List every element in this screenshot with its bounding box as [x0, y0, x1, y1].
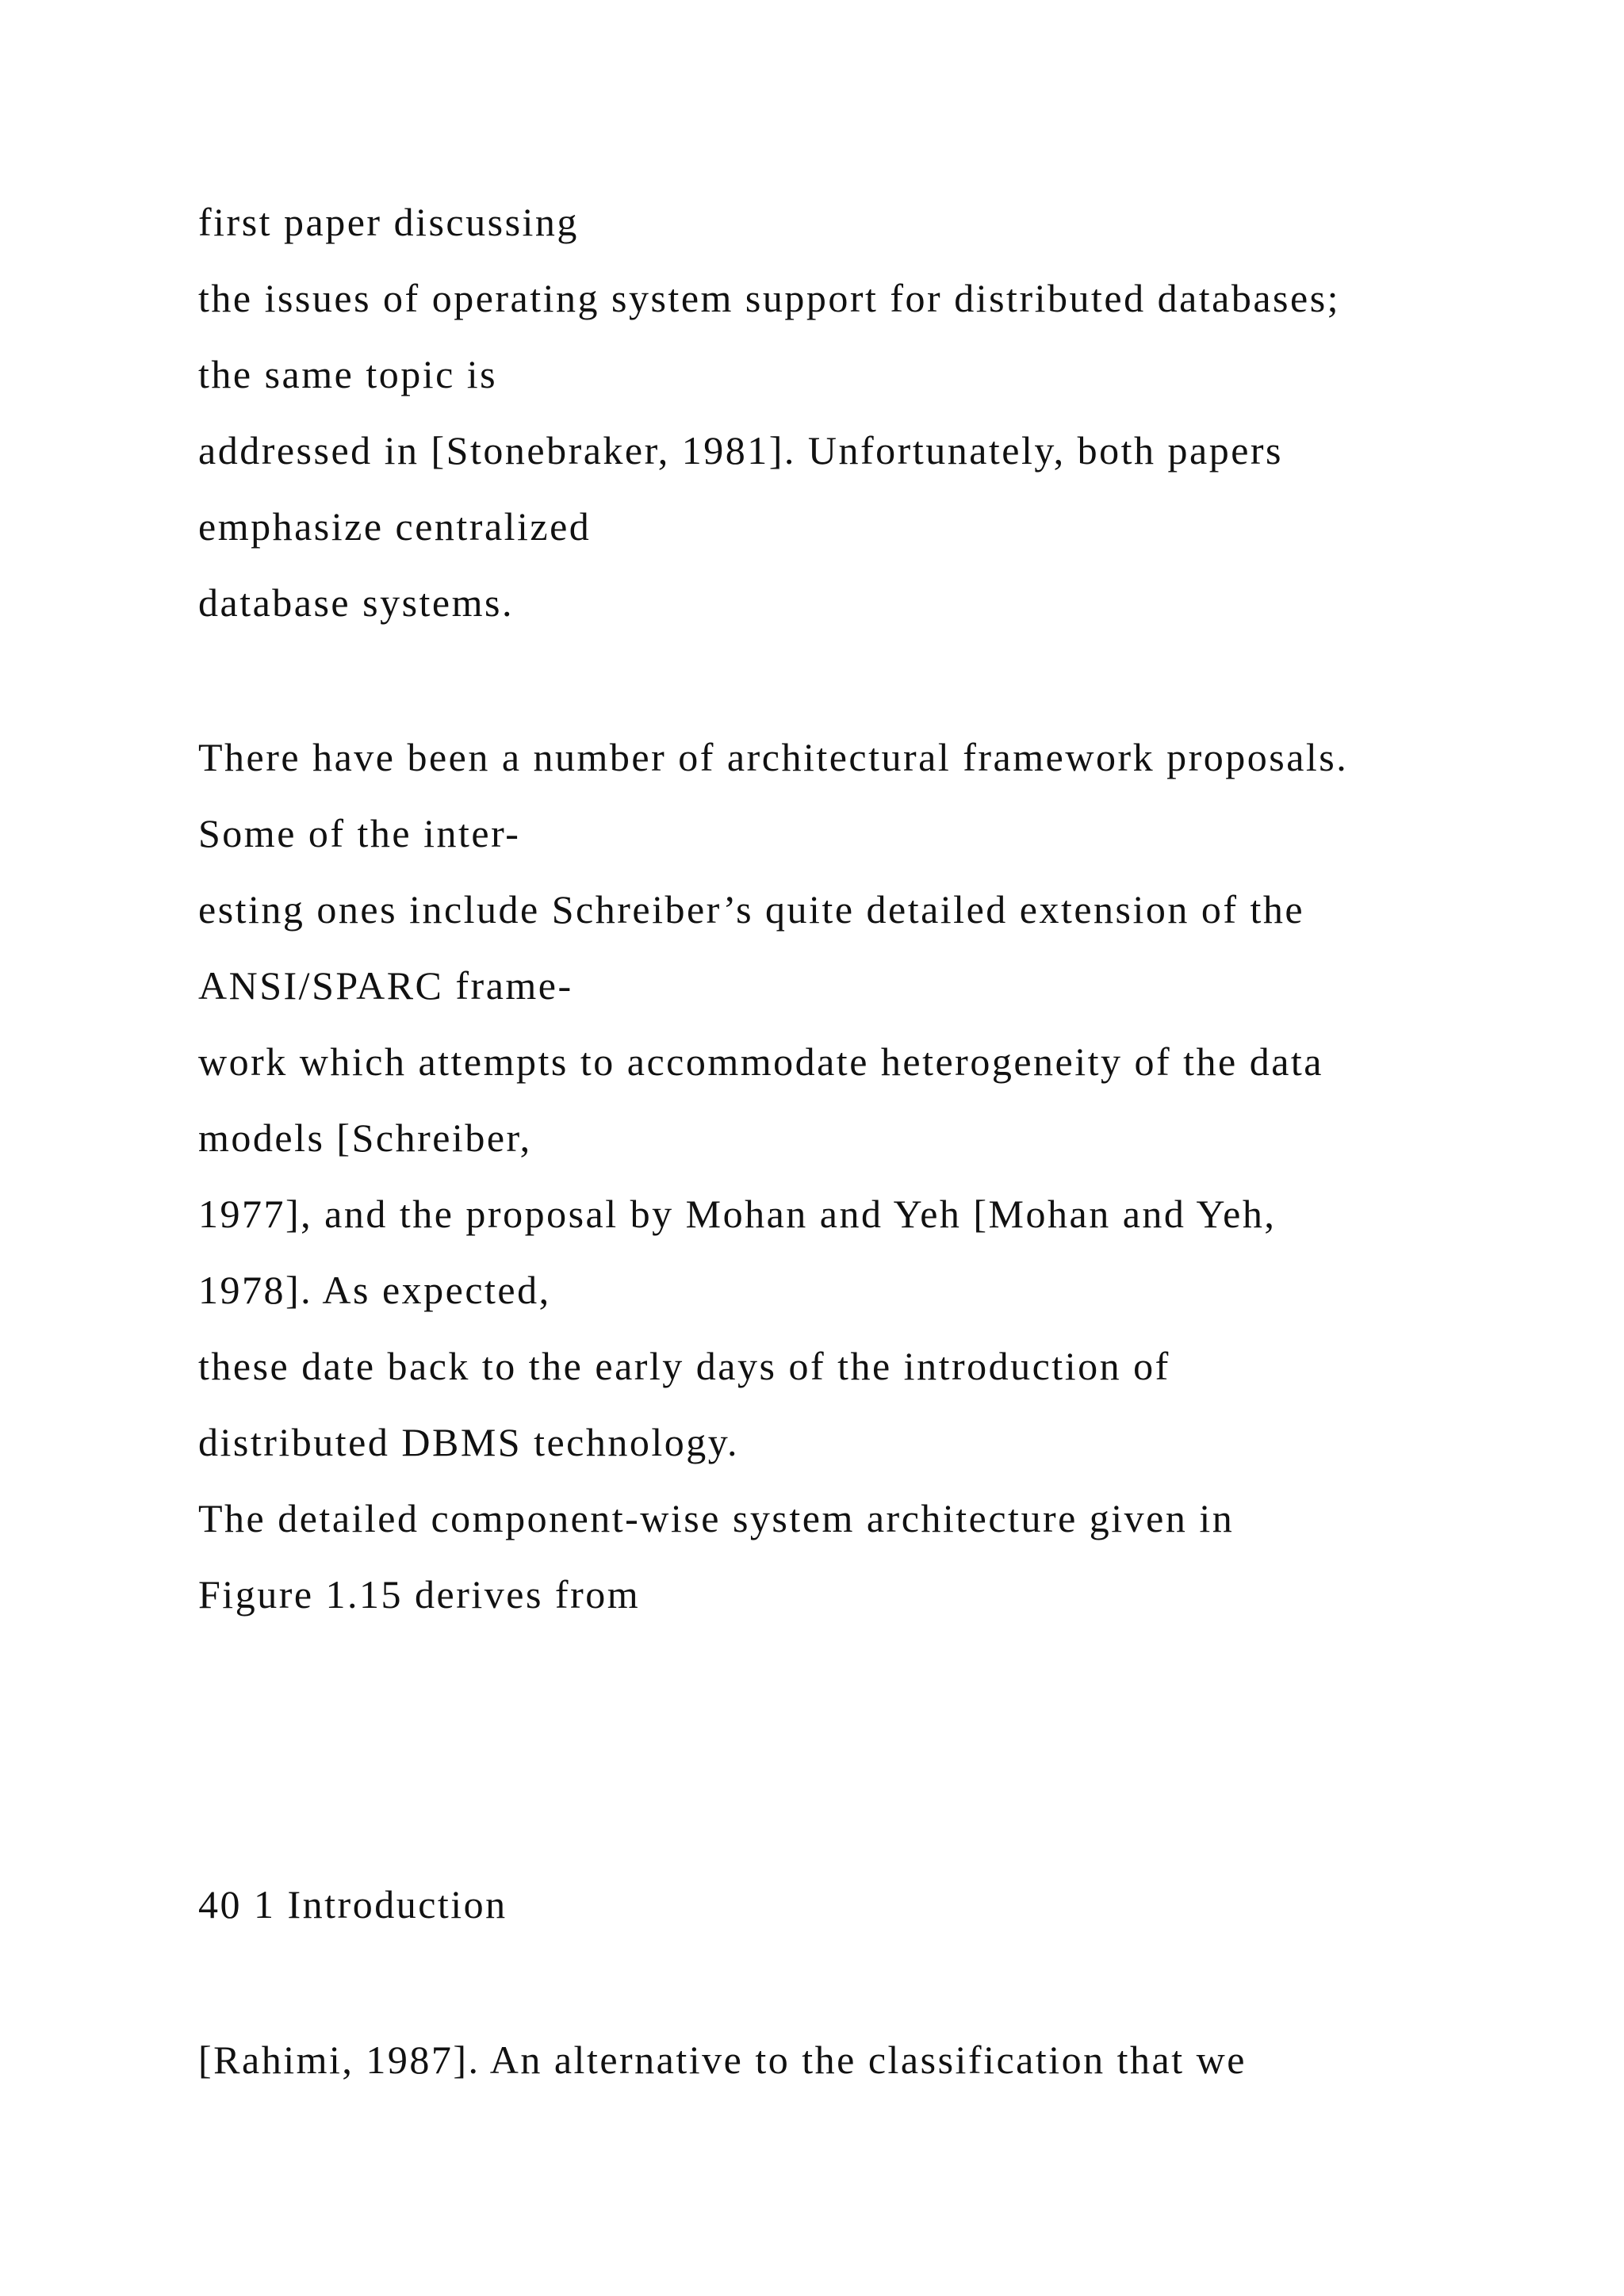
text-line: ANSI/SPARC frame- — [198, 963, 573, 1008]
text-line: first paper discussing — [198, 200, 579, 244]
text-line: 1978]. As expected, — [198, 1268, 551, 1312]
text-line: The detailed component-wise system architecture given in — [198, 1496, 1235, 1540]
text-line: models [Schreiber, — [198, 1115, 532, 1160]
text-line: work which attempts to accommodate heterogeneity of the data — [198, 1039, 1323, 1084]
text-line: Figure 1.15 derives from — [198, 1572, 641, 1617]
text-line: emphasize centralized — [198, 504, 592, 549]
text-line: There have been a number of architectural framework proposals. — [198, 735, 1349, 779]
text-line: the same topic is — [198, 352, 498, 396]
text-line: addressed in [Stonebraker, 1981]. Unfortunately, both papers — [198, 428, 1284, 473]
page-header: 40 1 Introduction — [198, 1882, 508, 1927]
text-line: the issues of operating system support for distributed databases; — [198, 276, 1341, 320]
text-line: database systems. — [198, 580, 514, 625]
text-line: [Rahimi, 1987]. An alternative to the classification that we — [198, 2038, 1247, 2082]
text-line: distributed DBMS technology. — [198, 1420, 740, 1464]
text-line: 1977], and the proposal by Mohan and Yeh [Mohan and Yeh, — [198, 1192, 1277, 1236]
text-line: esting ones include Schreiber’s quite detailed extension of the — [198, 887, 1305, 932]
text-line: Some of the inter- — [198, 811, 521, 855]
text-line: these date back to the early days of the introduction of — [198, 1344, 1170, 1388]
